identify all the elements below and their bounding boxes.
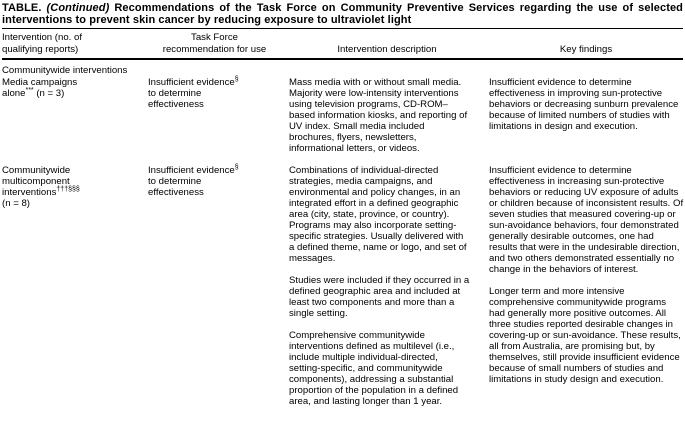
description-paragraph: Comprehensive communitywide interventions defined as multilevel (i.e., include multiple individual-directed, setting-specific, and communitywide components), addressing a substantial proportion of the population in a defined area, and lasting longer than 1 year. [289,330,459,407]
intervention-footnote-marker: †††§§§ [56,185,80,193]
description-paragraph: Combinations of individual-directed strategies, media campaigns, and environmental and policy changes, in an integrated effort in a defined geographic area (city, state, province, or country). Programs may also incorporate setting-specific strategies. Usually delivered with a defined theme, name or logo, and set of messages. [289,165,467,264]
description-paragraph: Mass media with or without small media. Majority were low-intensity interventions using television programs, CD-ROM–based information kiosks, and reporting of UV index. Small media included brochures, flyers, newsletters, informational letters, or videos. [289,77,468,154]
column-header-task-force-recommendation-label: Task Force recommendation for use [162,32,267,55]
intervention-count: (n = 8) [2,198,30,209]
intervention-name: Communitywide multicomponent interventions [2,165,71,198]
intervention-count: (n = 3) [36,88,65,99]
column-header-intervention-description: Intervention description [337,43,437,55]
recommendation-text-rest: to determine effectiveness [148,88,204,110]
recommendation-footnote-marker: § [234,163,239,171]
cell-description [287,165,487,407]
recommendation-text: Insufficient evidence [148,165,235,176]
table-body [2,65,683,407]
cell-intervention [2,77,142,154]
key-findings-paragraph: Insufficient evidence to determine effectiveness in increasing sun-protective behaviors or reducing UV exposure of adults or children because of inconsistent results. Of seven studies that measured covering-up or sun-avoidance behaviors, four demonstrated generally desirable outcomes, one had results that were in the undesirable direction, and two others demonstrated essentially no change in the behaviors of interest. [489,165,684,275]
intervention-name: Media campaigns alone [2,77,78,99]
table-title-text: Recommendations of the Task Force on Community Preventive Services regarding the use of selected interventions to prevent skin cancer by reducing exposure to ultraviolet light [2,2,683,26]
table-title [2,3,683,29]
table-title-label: TABLE. [2,2,42,14]
intervention-footnote-marker: *** [25,86,34,94]
column-header-key-findings: Key findings [559,43,613,55]
recommendation-text-rest: to determine effectiveness [148,176,204,198]
table-row-communitywide-multicomponent [2,165,683,407]
column-header-intervention: Intervention (no. of qualifying reports) [2,32,82,55]
table-row-media-campaigns-alone [2,77,683,154]
cell-key-findings [487,77,685,154]
table-header-row [2,29,683,60]
cell-key-findings [487,165,685,407]
table-title-continued-marker: (Continued) [46,2,110,14]
recommendation-text: Insufficient evidence [148,77,235,88]
cell-intervention [2,165,142,407]
cell-description [287,77,487,154]
cell-recommendation [142,165,287,407]
description-paragraph: Studies were included if they occurred in a defined geographic area and included at least two components and more than a single setting. [289,275,470,319]
recommendation-footnote-marker: § [234,75,239,83]
section-header-communitywide-interventions: Communitywide interventions [2,65,128,76]
cell-recommendation [142,77,287,154]
key-findings-paragraph: Longer term and more intensive comprehensive communitywide programs had generally more positive outcomes. All three studies reported desirable changes in covering-up or sun-avoidance. These results, all from Australia, are promising but, by themselves, still provide insufficient evidence because of small numbers of studies and limitations in study design and execution. [489,286,681,385]
column-header-task-force-recommendation [142,32,287,55]
key-findings-paragraph: Insufficient evidence to determine effectiveness in improving sun-protective behaviors or decreasing sunburn prevalence because of limited numbers of studies with limitations in design and execution. [489,77,679,132]
